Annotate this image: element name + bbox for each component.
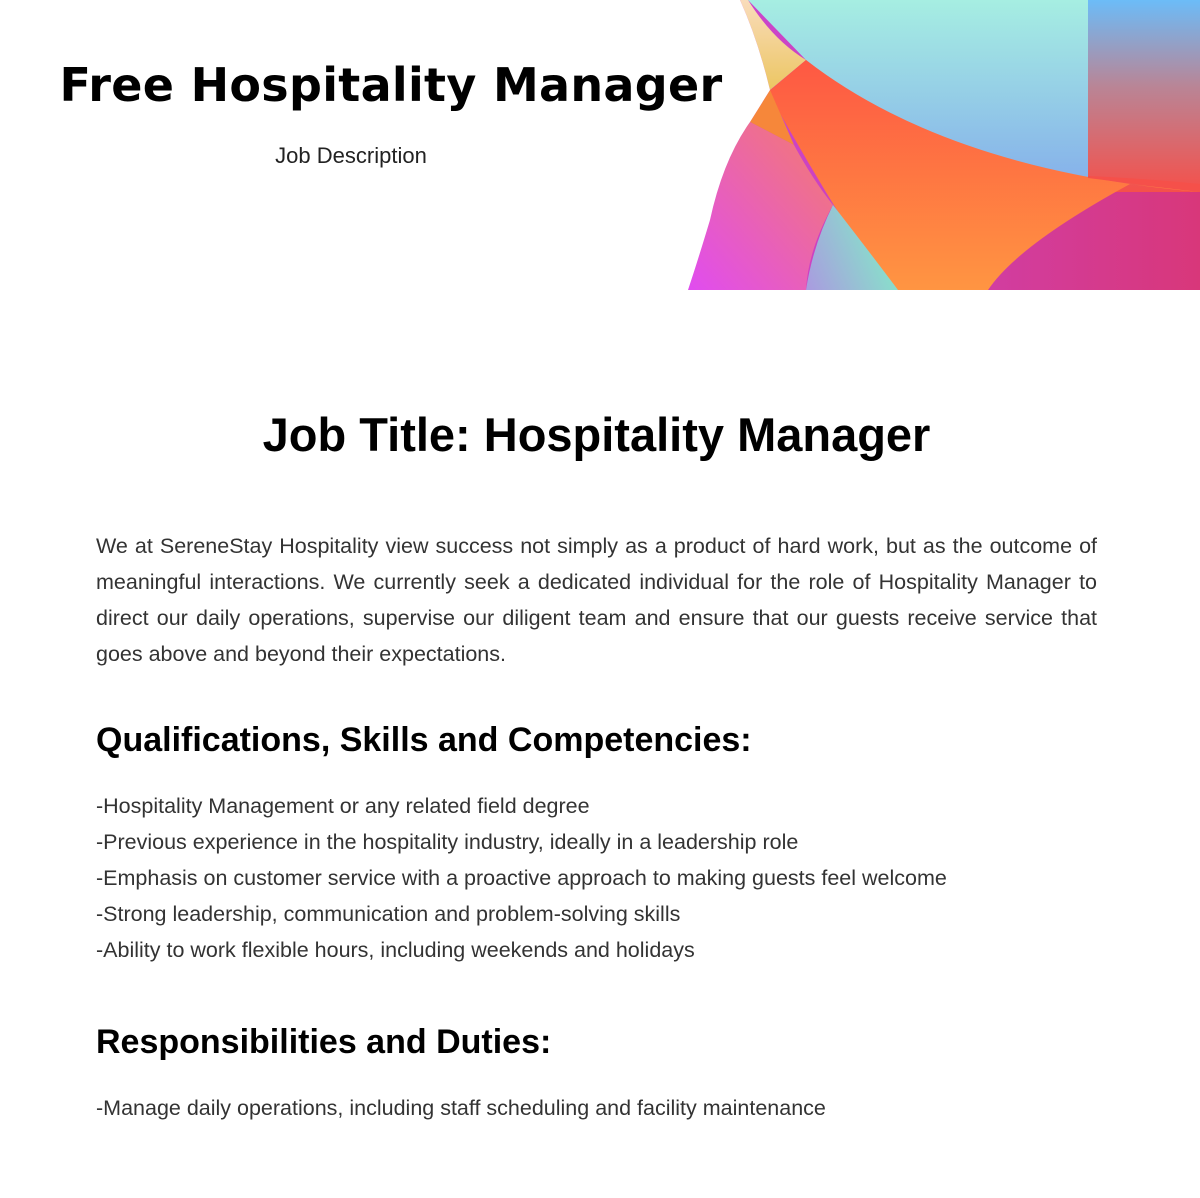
- job-title: Job Title: Hospitality Manager: [262, 408, 931, 461]
- list-item: -Hospitality Management or any related field degree: [96, 794, 590, 818]
- document-title: Free Hospitality Manager: [59, 58, 723, 112]
- list-item: -Strong leadership, communication and problem-solving skills: [96, 902, 681, 926]
- document-subtitle: Job Description: [275, 143, 427, 168]
- abstract-gradient-decoration: [688, 0, 1200, 290]
- document-header: [0, 0, 1200, 290]
- list-item: -Previous experience in the hospitality industry, ideally in a leadership role: [96, 830, 799, 854]
- list-item: -Ability to work flexible hours, including weekends and holidays: [96, 938, 695, 962]
- responsibilities-heading: Responsibilities and Duties:: [96, 1023, 552, 1061]
- document-body: [96, 400, 1097, 1126]
- list-item: -Manage daily operations, including staff scheduling and facility maintenance: [96, 1096, 826, 1120]
- qualifications-heading: Qualifications, Skills and Competencies:: [96, 721, 752, 759]
- responsibilities-list: [96, 1090, 1097, 1126]
- intro-paragraph: We at SereneStay Hospitality view success not simply as a product of hard work, but as the outcome of meaningful interactions. We currently seek a dedicated individual for the role of Hospitality Manager to direct our daily operations, supervise our diligent team and ensure that our guests receive service that goes above and beyond their expectations.: [96, 534, 1097, 666]
- qualifications-list: [96, 788, 1097, 968]
- list-item: -Emphasis on customer service with a proactive approach to making guests feel welcome: [96, 866, 947, 890]
